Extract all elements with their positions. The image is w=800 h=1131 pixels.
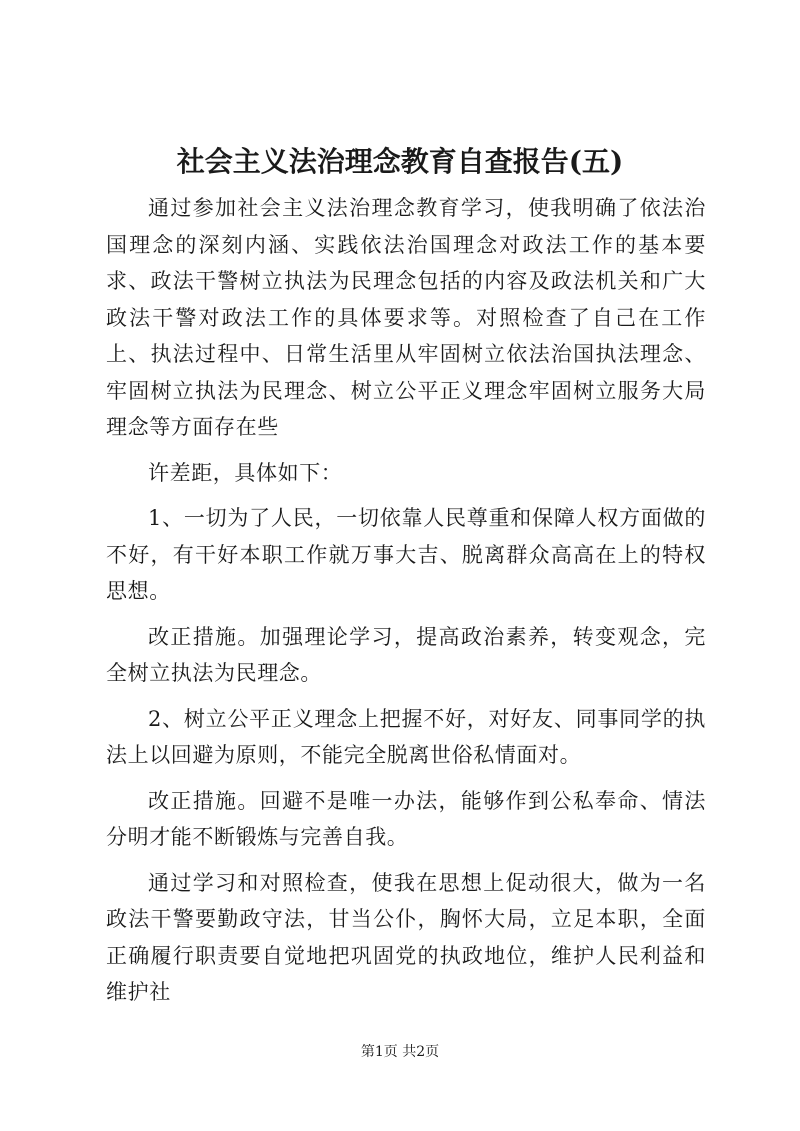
paragraph-intro: 通过参加社会主义法治理念教育学习，使我明确了依法治国理念的深刻内涵、实践依法治国理念对政法工作的基本要求、政法干警树立执法为民理念包括的内容及政法机关和广大政法干警对政法工作的具体要求等。对照检查了自己在工作上、执法过程中、日常生活里从牢固树立依法治国执法理念、牢固树立执法为民理念、树立公平正义理念牢固树立服务大局理念等方面存在些 xyxy=(106,196,706,439)
paragraph-item-1: 1、一切为了人民，一切依靠人民尊重和保障人权方面做的不好，有干好本职工作就万事大吉、脱离群众高高在上的特权思想。 xyxy=(106,506,706,603)
document-body xyxy=(106,190,706,1020)
paragraph-gap-summary: 许差距，具体如下： xyxy=(148,460,343,485)
paragraph-item-2: 2、树立公平正义理念上把握不好，对好友、同事同学的执法上以回避为原则，不能完全脱离世俗私情面对。 xyxy=(106,706,706,767)
paragraph-conclusion: 通过学习和对照检查，使我在思想上促动很大，做为一名政法干警要勤政守法，甘当公仆，胸怀大局，立足本职，全面正确履行职责要自觉地把巩固党的执政地位，维护人民利益和维护社 xyxy=(106,870,706,1004)
document-title: 社会主义法治理念教育自查报告(五) xyxy=(176,145,624,178)
paragraph-measure-1: 改正措施。加强理论学习，提高政治素养，转变观念，完全树立执法为民理念。 xyxy=(106,624,706,685)
paragraph-measure-2: 改正措施。回避不是唯一办法，能够作到公私奉命、情法分明才能不断锻炼与完善自我。 xyxy=(106,788,706,849)
page-footer: 第1页 共2页 xyxy=(360,1044,440,1060)
